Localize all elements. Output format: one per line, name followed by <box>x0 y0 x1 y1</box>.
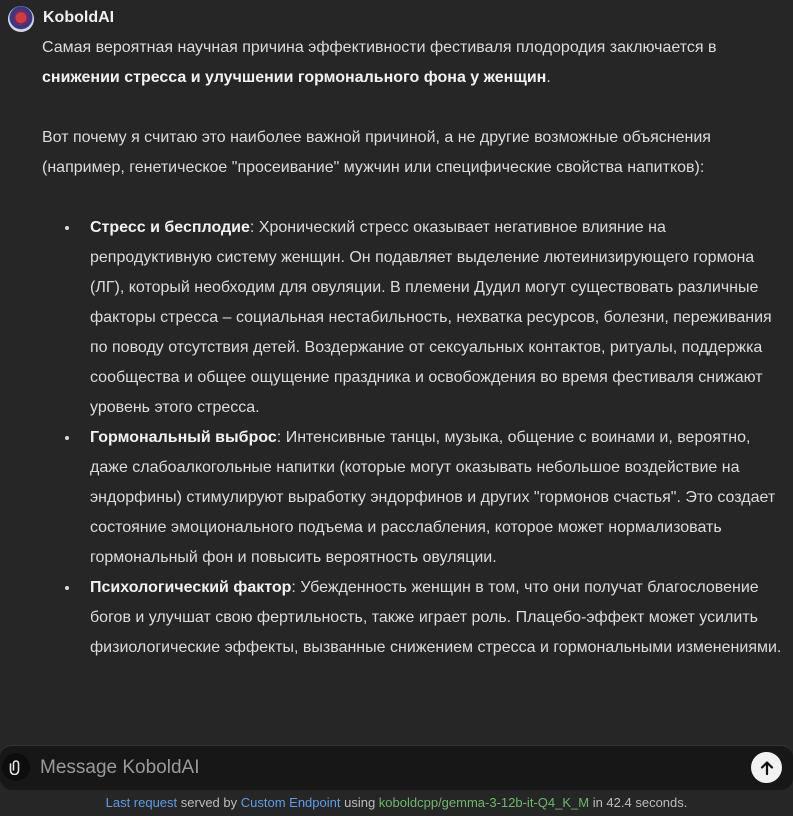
bullet-text: : Убежденность женщин в том, что они получат благословение богов и улучшат свою фертильность, также играет роль. Плацебо-эффект может усилить физиологические эффекты, вызванные снижением стресса и гормональными изменениями. <box>90 579 782 656</box>
served-by-text: served by <box>177 795 241 810</box>
reason-paragraph: Вот почему я считаю это наиболее важной причиной, а не другие возможные объяснения (например, генетическое "просеивание" мужчин или специфические свойства напитков): <box>42 129 711 176</box>
using-text: using <box>340 795 379 810</box>
bullet-text: : Интенсивные танцы, музыка, общение с воинами и, вероятно, даже слабоалкогольные напитки (которые могут оказывать небольшое воздействие на эндорфины) стимулируют выработку эндорфинов и других "гормонов счастья". Это создает состояние эмоционального подъема и расслабления, которое может нормализовать гормональный фон и повысить вероятность овуляции. <box>90 429 776 566</box>
send-button[interactable] <box>751 752 782 783</box>
endpoint-link[interactable]: Custom Endpoint <box>240 795 341 810</box>
bullet-title: Стресс и бесплодие <box>90 219 250 236</box>
status-footer <box>0 795 793 810</box>
sender-name: KoboldAI <box>43 9 115 26</box>
message-header <box>8 6 115 32</box>
bullet-title: Гормональный выброс <box>90 429 277 446</box>
attach-button[interactable] <box>2 753 30 781</box>
model-link[interactable]: koboldcpp/gemma-3-12b-it-Q4_K_M <box>378 795 590 810</box>
paperclip-icon <box>9 759 23 775</box>
last-request-link[interactable]: Last request <box>105 795 178 810</box>
message-body <box>42 33 787 663</box>
intro-paragraph <box>42 33 787 93</box>
spacer <box>42 183 787 213</box>
kobold-avatar-icon <box>8 6 34 32</box>
bullet-text: : Хронический стресс оказывает негативное влияние на репродуктивную систему женщин. Он подавляет выделение лютеинизирующего гормона (ЛГ), который необходим для овуляции. В племени Дудил могут существовать различные факторы стресса – социальная нестабильность, нехватка ресурсов, болезни, переживания по поводу отсутствия детей. Воздержание от сексуальных контактов, ритуалы, поддержка сообщества и общее ощущение праздника и освобождения во время фестиваля снижают уровень этого стресса. <box>90 219 772 416</box>
intro-text: Самая вероятная научная причина эффективности фестиваля плодородия заключается в <box>42 39 717 56</box>
intro-end: . <box>546 69 551 86</box>
bullet-list <box>42 213 787 663</box>
arrow-up-icon <box>759 760 775 776</box>
timing-text: in 42.4 seconds. <box>589 795 688 810</box>
list-item <box>80 423 787 573</box>
list-item <box>80 573 787 663</box>
intro-bold-text: снижении стресса и улучшении гормонального фона у женщин <box>42 69 547 86</box>
spacer <box>42 93 787 123</box>
message-input[interactable] <box>40 754 730 782</box>
list-item <box>80 213 787 423</box>
message-composer <box>0 745 793 790</box>
bullet-title: Психологический фактор <box>90 579 292 596</box>
